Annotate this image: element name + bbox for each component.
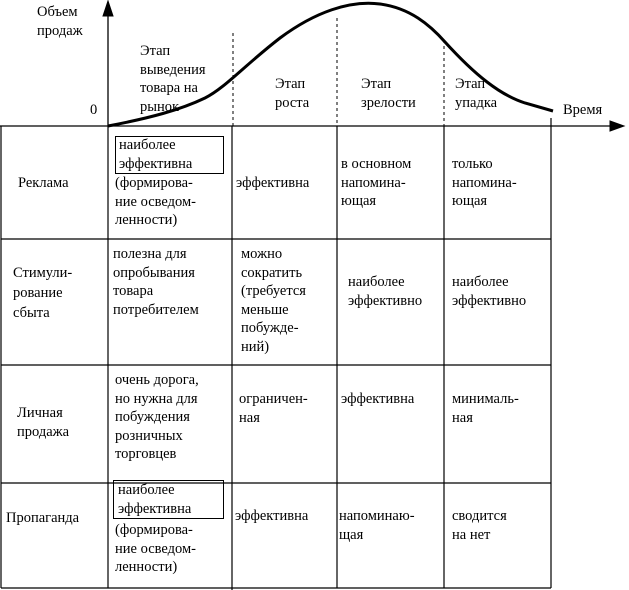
cell: наиболее эффективна (119, 137, 193, 172)
x-axis-arrow (610, 121, 624, 131)
cell: сводится на нет (452, 508, 507, 543)
y-axis-label: Объем продаж (37, 4, 83, 39)
origin-label: 0 (90, 102, 98, 118)
cell: эффективна (236, 175, 310, 191)
y-axis-arrow (103, 1, 113, 16)
stage-growth: Этап роста (275, 76, 310, 111)
cell: минималь- ная (452, 391, 519, 426)
row-label-advertising: Реклама (18, 175, 69, 191)
row-label-sales-promotion: Стимули- рование сбыта (13, 265, 73, 321)
cell: полезна для опробывания товара потребителем (113, 246, 199, 318)
cell-note: (формирова- ние осведом- ленности) (115, 522, 196, 575)
stage-decline: Этап упадка (455, 76, 498, 111)
cell: в основном напомина- ющая (341, 156, 412, 209)
cell: наиболее эффективно (348, 274, 423, 309)
cell: можно сократить (требуется меньше побужде- ний) (241, 246, 306, 355)
cell-note: (формирова- ние осведом- ленности) (115, 175, 196, 228)
cell: только напомина- ющая (452, 156, 517, 209)
stage-maturity: Этап зрелости (361, 76, 416, 111)
cell: напоминаю- щая (339, 508, 415, 543)
cell: эффективна (341, 391, 415, 407)
cell: эффективна (235, 508, 309, 524)
cell: ограничен- ная (239, 391, 308, 426)
cell: наиболее эффективно (452, 274, 527, 309)
cell: очень дорога, но нужна для побуждения розничных торговцев (115, 372, 199, 462)
row-label-publicity: Пропаганда (6, 510, 80, 526)
cell: наиболее эффективна (118, 482, 192, 517)
x-axis-label: Время (563, 102, 603, 118)
row-label-personal-selling: Личная продажа (17, 405, 70, 440)
stage-introduction: Этап выведения товара на рынок (140, 43, 206, 115)
